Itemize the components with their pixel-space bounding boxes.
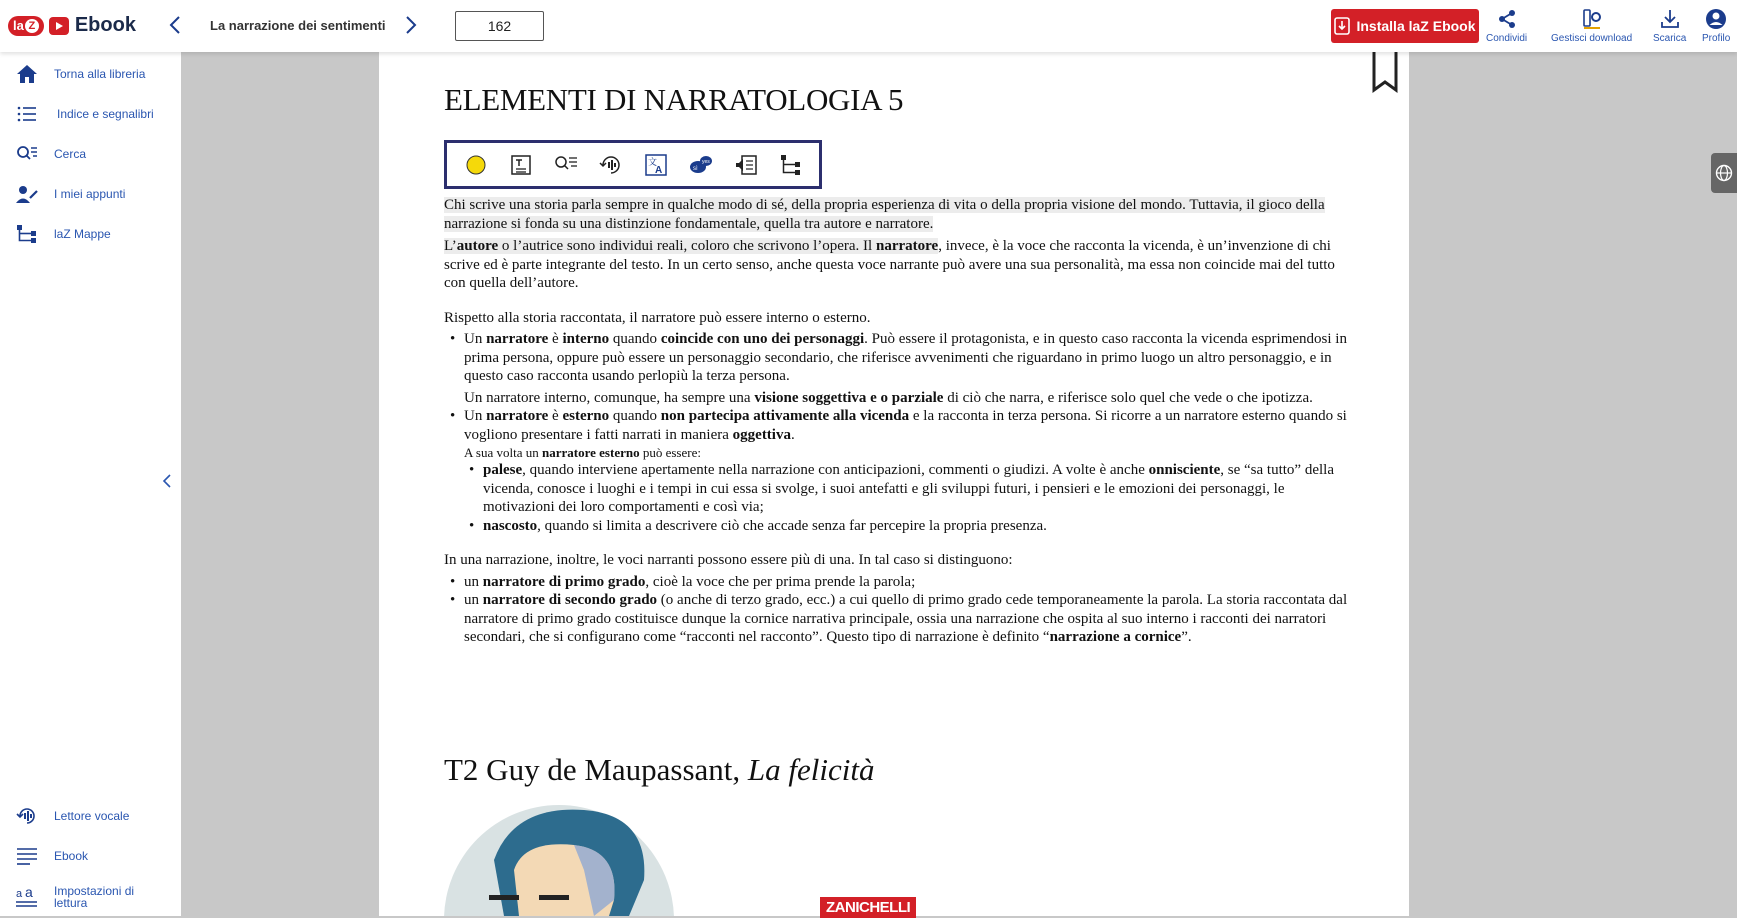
text-run: Un narratore interno, comunque, ha sempre una [464, 389, 755, 406]
text-run: A sua volta un [464, 445, 542, 460]
bold-term: esterno [562, 408, 610, 424]
highlight-tool-button[interactable] [462, 151, 490, 179]
search-icon [16, 145, 38, 163]
share-label: Condividi [1486, 33, 1528, 44]
bold-term: non partecipa attivamente alla vicenda [660, 408, 910, 424]
paragraph-intro [444, 196, 1349, 647]
text-run: un [464, 573, 483, 590]
bold-term: narrazione a cornice [1049, 629, 1182, 645]
home-icon [16, 64, 38, 84]
concept-map-tool-button[interactable] [777, 151, 805, 179]
bold-term: coincide con uno dei personaggi [660, 331, 865, 347]
audiobook-tool-button[interactable] [732, 151, 760, 179]
book-page [379, 52, 1409, 916]
sidebar-item-maps[interactable] [0, 222, 181, 246]
quiz-icon [689, 154, 713, 176]
text-run: . [790, 426, 795, 443]
previous-page-button[interactable] [162, 12, 188, 38]
svg-text:sì: sì [692, 165, 698, 172]
bold-term: narratore [486, 331, 549, 347]
text-run: è [548, 408, 563, 424]
text-run: di ciò che narra, e riferisce solo quel che vede o che ipotizza. [943, 389, 1313, 406]
collapse-sidebar-button[interactable] [162, 474, 172, 493]
text-run: quando [609, 408, 661, 424]
external-narrator-list [444, 461, 1349, 535]
text-run: . Può essere il protagonista, e in questo caso racconta la vicenda esprimendosi in prima persona, oppure può essere un personaggio secondario, che riferisce avvenimenti che riguardano in primo luogo un altro personaggio, e in questo caso racconta usando perlopiù la terza persona. [464, 331, 1347, 384]
install-label: Installa laZ Ebook [1356, 18, 1476, 34]
bold-term: narratore [486, 408, 549, 424]
svg-text:a: a [16, 888, 23, 900]
sidebar-item-voice-reader[interactable] [0, 804, 181, 828]
sidebar-item-library[interactable] [0, 62, 181, 86]
sidebar [0, 52, 181, 916]
sidebar-item-label: Torna alla libreria [54, 67, 146, 81]
chapter-title: La narrazione dei sentimenti [210, 18, 386, 33]
bookmark-icon [1371, 52, 1399, 94]
sidebar-item-label: Ebook [54, 849, 89, 863]
reading-settings-icon [15, 886, 39, 908]
list-item [444, 517, 1349, 536]
bold-term: narratore esterno [542, 445, 640, 460]
list-item [444, 407, 1349, 461]
sidebar-item-notes[interactable] [0, 182, 181, 206]
translate-tool-button[interactable] [642, 151, 670, 179]
text-tools-toolbar [444, 140, 822, 189]
bold-term: autore [456, 238, 499, 254]
listen-tool-button[interactable] [597, 151, 625, 179]
text-run: un [464, 592, 483, 608]
intro-text: Chi scrive una storia parla sempre in qualche modo di sé, della propria esperienza di vita o della propria visione del mondo. Tuttavia, il gioco della narrazione si fonda su una distinzione fondamentale, quella tra autore e narratore. [444, 197, 1325, 232]
svg-text:文: 文 [647, 156, 657, 167]
narrator-types-list [444, 330, 1349, 461]
text-run: ”. [1181, 629, 1192, 645]
section-title-text: T2 Guy de Maupassant, [444, 752, 748, 787]
download-label: Scarica [1653, 33, 1687, 44]
text-run: , quando interviene apertamente nella narrazione con anticipazioni, commenti o giudizi. A volte è anche [522, 462, 1149, 478]
manage-download-button[interactable] [1551, 8, 1632, 44]
chevron-left-icon [162, 474, 172, 488]
text-run: , invece, è la voce che racconta la vicenda, è un’invenzione di chi scrive ed è parte integrante del testo. In un certo senso, anche questa voce narrante può avere una sua personalità, ma essa non coincide mai del tutto con quella dell’autore. [444, 238, 1335, 291]
sidebar-item-reading-settings[interactable] [0, 882, 181, 912]
text-tool-button[interactable] [507, 151, 535, 179]
notes-icon [16, 184, 38, 204]
play-logo-icon [49, 17, 69, 35]
ebook-icon [16, 847, 38, 865]
list-item [444, 330, 1349, 407]
publisher-logo: ZANICHELLI [820, 897, 916, 918]
install-app-button[interactable] [1331, 9, 1479, 43]
map-icon [16, 224, 38, 244]
page-viewer [181, 52, 1737, 916]
svg-text:yes: yes [701, 158, 710, 165]
globe-icon [1715, 164, 1733, 182]
app-name: Ebook [74, 14, 136, 36]
manage-download-icon [1580, 8, 1604, 30]
section-title [444, 752, 875, 788]
text-run: o l’autrice sono individui reali, coloro che scrivono l’opera. Il [498, 238, 876, 254]
paragraph-multiple-voices: In una narrazione, inoltre, le voci narranti possono essere più di una. In tal caso si distinguono: [444, 552, 1013, 568]
sidebar-item-search[interactable] [0, 142, 181, 166]
profile-icon [1705, 8, 1727, 30]
portrait-image [444, 800, 674, 916]
app-logo[interactable] [8, 14, 136, 37]
list-item [444, 461, 1349, 517]
text-run: può essere: [639, 445, 701, 460]
manage-download-label: Gestisci download [1551, 33, 1633, 44]
text-run: , quando si limita a descrivere ciò che accade senza far percepire la propria presenza. [537, 517, 1047, 534]
language-tab-button[interactable] [1711, 153, 1737, 193]
text-run: (o anche di terzo grado, ecc.) a cui quello di primo grado cede temporaneamente la parola. La storia raccontata dal narratore di primo grado costituisce dunque la cornice narrativa principale, ossia una narrazione che ospita al suo interno i racconti dei narratori secondari, che si configurano come “racconti nel racconto”. Questo tipo di narrazione è definito “ [464, 592, 1348, 645]
sidebar-item-label: Lettore vocale [54, 809, 130, 823]
translate-icon [645, 154, 667, 176]
download-button[interactable] [1653, 8, 1686, 44]
page-number-input[interactable] [455, 11, 544, 41]
bold-term: narratore di secondo grado [482, 592, 658, 608]
narrator-degree-list [444, 573, 1349, 647]
bookmark-button[interactable] [1371, 52, 1399, 99]
author-portrait-illustration [444, 800, 674, 916]
text-run: quando [609, 331, 661, 347]
next-page-button[interactable] [398, 12, 424, 38]
profile-label: Profilo [1702, 33, 1731, 44]
svg-text:a: a [25, 886, 33, 900]
sidebar-item-label: Impostazioni di lettura [54, 884, 135, 910]
list-icon [17, 106, 37, 122]
bold-term: visione soggettiva e o parziale [754, 389, 944, 406]
sidebar-item-label: Indice e segnalibri [57, 107, 154, 121]
text-run: Un [464, 331, 487, 347]
paragraph-author [444, 237, 1349, 293]
text-run: e la racconta in terza persona. Si ricorre a un narratore esterno quando si vogliono presentare i fatti narrati in maniera [464, 408, 1347, 443]
sub-paragraph [464, 389, 1349, 408]
text-run: , se “sa tutto” della vicenda, conosce i luoghi e i tempi in cui essa si svolge, i suoi antefatti e gli sviluppi futuri, i pensieri e le emozioni dei personaggi, le motivazioni dei loro comportamenti e così via; [483, 462, 1334, 515]
text-run: L’ [444, 238, 457, 254]
share-icon [1496, 8, 1518, 30]
logo-prefix: la [13, 18, 24, 33]
sidebar-item-label: laZ Mappe [54, 227, 111, 241]
audio-book-icon [734, 154, 758, 176]
text-run: , cioè la voce che per prima prende la parola; [645, 573, 916, 590]
listen-icon [599, 153, 623, 177]
paragraph-narrator-position: Rispetto alla storia raccontata, il narratore può essere interno o esterno. [444, 309, 871, 326]
profile-button[interactable] [1702, 8, 1730, 44]
search-text-tool-button[interactable] [552, 151, 580, 179]
sidebar-item-ebook[interactable] [0, 844, 181, 868]
chevron-right-icon [405, 15, 417, 35]
concept-map-icon [780, 154, 802, 176]
chevron-left-icon [169, 15, 181, 35]
text-run: è [548, 331, 563, 347]
bold-term: interno [562, 331, 610, 347]
text-run: Un [464, 408, 487, 424]
install-download-icon [1334, 17, 1350, 35]
sidebar-item-label: Cerca [54, 147, 87, 161]
highlight-icon [465, 154, 487, 176]
svg-text:A: A [654, 164, 662, 176]
share-button[interactable] [1486, 8, 1527, 44]
bold-term: onnisciente [1148, 462, 1221, 478]
search-text-icon [554, 155, 578, 175]
sidebar-item-label: I miei appunti [54, 187, 126, 201]
text-icon [510, 154, 532, 176]
laz-logo [8, 16, 44, 36]
quiz-tool-button[interactable] [687, 151, 715, 179]
sidebar-item-index[interactable] [0, 102, 181, 126]
bold-term: narratore [875, 238, 939, 254]
page-title: ELEMENTI DI NARRATOLOGIA 5 [444, 82, 904, 117]
bold-term: palese [483, 462, 523, 478]
list-item [444, 591, 1349, 647]
download-icon [1659, 8, 1681, 30]
bold-term: narratore di primo grado [482, 573, 646, 590]
list-item [444, 573, 1349, 592]
section-title-italic: La felicità [747, 752, 875, 787]
top-bar [0, 0, 1737, 52]
logo-letter: Z [25, 19, 39, 33]
bold-term: nascosto [483, 517, 538, 534]
voice-reader-icon [16, 805, 38, 827]
bold-term: oggettiva [732, 426, 791, 443]
sub-paragraph [464, 444, 1349, 461]
